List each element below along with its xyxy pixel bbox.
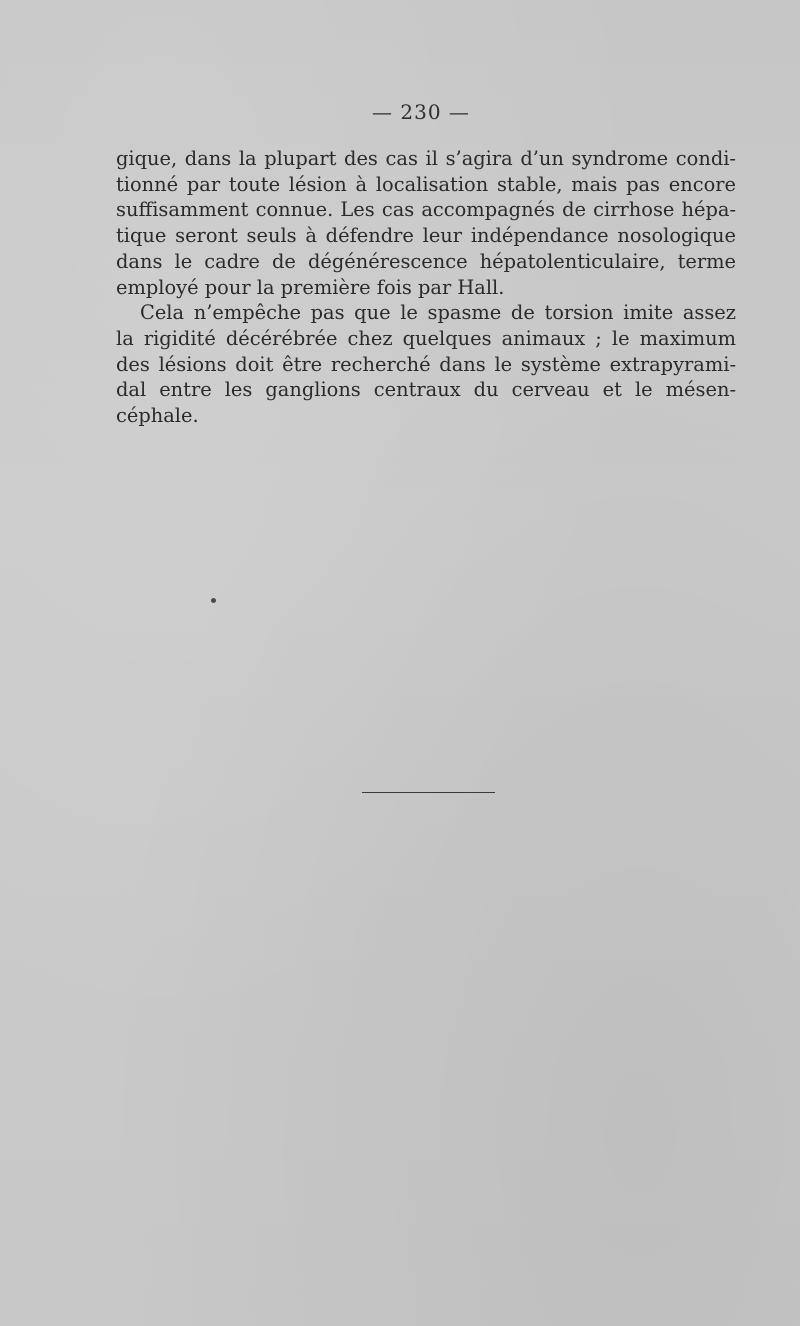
paragraph-1 [116, 146, 736, 300]
text-line: gique, dans la plupart des cas il s’agira d’un syndrome condi- [116, 147, 736, 170]
text-line: tique seront seuls à défendre leur indépendance nosologique [116, 224, 736, 248]
text-line: dans le cadre de dégénérescence hépatolenticulaire, terme [116, 249, 736, 273]
ink-speck [211, 598, 216, 603]
text-line: la rigidité décérébrée chez quelques animaux ; le maximum [116, 326, 736, 350]
text-line: employé pour la première fois par Hall. [116, 275, 505, 299]
paragraph-2 [116, 300, 736, 429]
text-line: dal entre les ganglions centraux du cerveau et le mésen- [116, 378, 736, 402]
text-line: céphale. [116, 404, 199, 428]
text-line: des lésions doit être recherché dans le système extrapyrami- [116, 352, 736, 376]
text-line: suffisamment connue. Les cas accompagnés de cirrhose hépa- [116, 198, 736, 222]
text-line: Cela n’empêche pas que le spasme de torsion imite assez [140, 301, 736, 325]
body-text [116, 146, 736, 429]
end-rule [362, 792, 495, 793]
page-number: — 230 — [372, 100, 470, 124]
text-line: tionné par toute lésion à localisation stable, mais pas encore [116, 172, 736, 196]
